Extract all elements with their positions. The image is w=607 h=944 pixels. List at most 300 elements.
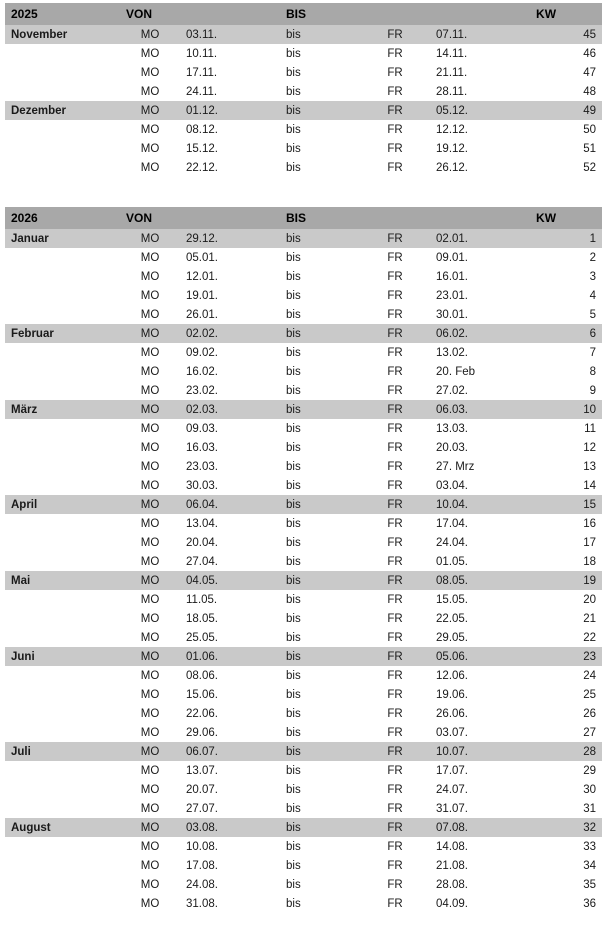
date-end-cell: 28.11. (430, 82, 530, 101)
month-cell: Februar (5, 324, 120, 343)
weekday-start-cell: MO (120, 666, 180, 685)
week-number-cell: 45 (530, 25, 602, 44)
week-number-cell: 47 (530, 63, 602, 82)
weekday-start-cell: MO (120, 229, 180, 248)
week-number-cell: 5 (530, 305, 602, 324)
weekday-end-cell: FR (360, 362, 430, 381)
table-row (5, 158, 602, 177)
weekday-start-cell: MO (120, 647, 180, 666)
table-row (5, 343, 602, 362)
table-row (5, 704, 602, 723)
weekday-end-cell: FR (360, 647, 430, 666)
table-row (5, 742, 602, 761)
weekday-end-cell: FR (360, 875, 430, 894)
bis-label-cell: bis (280, 267, 360, 286)
bis-label-cell: bis (280, 742, 360, 761)
month-cell: Juni (5, 647, 120, 666)
week-number-cell: 46 (530, 44, 602, 63)
table-row (5, 419, 602, 438)
month-cell: Dezember (5, 101, 120, 120)
table-row (5, 894, 602, 913)
date-start-cell: 06.04. (180, 495, 280, 514)
weekday-start-cell: MO (120, 799, 180, 818)
date-end-cell: 26.12. (430, 158, 530, 177)
month-cell: Januar (5, 229, 120, 248)
header-kw: KW (530, 207, 602, 229)
date-end-cell: 22.05. (430, 609, 530, 628)
week-number-cell: 25 (530, 685, 602, 704)
table-row (5, 837, 602, 856)
weekday-end-cell: FR (360, 666, 430, 685)
date-start-cell: 22.06. (180, 704, 280, 723)
weekday-start-cell: MO (120, 305, 180, 324)
bis-label-cell: bis (280, 229, 360, 248)
bis-label-cell: bis (280, 400, 360, 419)
weekday-start-cell: MO (120, 267, 180, 286)
weekday-start-cell: MO (120, 856, 180, 875)
weekday-start-cell: MO (120, 25, 180, 44)
month-cell (5, 723, 120, 742)
weekday-start-cell: MO (120, 818, 180, 837)
table-row (5, 590, 602, 609)
weekday-end-cell: FR (360, 44, 430, 63)
date-end-cell: 04.09. (430, 894, 530, 913)
weekday-start-cell: MO (120, 894, 180, 913)
date-start-cell: 13.04. (180, 514, 280, 533)
bis-label-cell: bis (280, 514, 360, 533)
header-kw: KW (530, 3, 602, 25)
weekday-start-cell: MO (120, 324, 180, 343)
bis-label-cell: bis (280, 101, 360, 120)
header-bis: BIS (280, 207, 430, 229)
weekday-end-cell: FR (360, 818, 430, 837)
weekday-end-cell: FR (360, 158, 430, 177)
weekday-start-cell: MO (120, 780, 180, 799)
week-number-cell: 15 (530, 495, 602, 514)
header-bis: BIS (280, 3, 430, 25)
date-end-cell: 31.07. (430, 799, 530, 818)
date-start-cell: 09.02. (180, 343, 280, 362)
date-end-cell: 20.03. (430, 438, 530, 457)
bis-label-cell: bis (280, 856, 360, 875)
table-row (5, 139, 602, 158)
date-start-cell: 27.04. (180, 552, 280, 571)
bis-label-cell: bis (280, 666, 360, 685)
table-row (5, 25, 602, 44)
weekday-start-cell: MO (120, 286, 180, 305)
table-row (5, 120, 602, 139)
table-row (5, 533, 602, 552)
bis-label-cell: bis (280, 362, 360, 381)
week-number-cell: 36 (530, 894, 602, 913)
bis-label-cell: bis (280, 552, 360, 571)
weekday-start-cell: MO (120, 837, 180, 856)
week-number-cell: 4 (530, 286, 602, 305)
date-end-cell: 10.04. (430, 495, 530, 514)
table-row (5, 381, 602, 400)
date-start-cell: 03.08. (180, 818, 280, 837)
table-row (5, 571, 602, 590)
date-end-cell: 08.05. (430, 571, 530, 590)
week-number-cell: 6 (530, 324, 602, 343)
date-start-cell: 08.06. (180, 666, 280, 685)
bis-label-cell: bis (280, 248, 360, 267)
weekday-end-cell: FR (360, 101, 430, 120)
date-end-cell: 02.01. (430, 229, 530, 248)
week-number-cell: 26 (530, 704, 602, 723)
weekday-end-cell: FR (360, 267, 430, 286)
month-cell (5, 894, 120, 913)
week-number-cell: 19 (530, 571, 602, 590)
week-number-cell: 18 (530, 552, 602, 571)
weekday-end-cell: FR (360, 894, 430, 913)
month-cell: Mai (5, 571, 120, 590)
date-start-cell: 29.06. (180, 723, 280, 742)
month-cell (5, 476, 120, 495)
weekday-start-cell: MO (120, 571, 180, 590)
weekday-end-cell: FR (360, 139, 430, 158)
header-year: 2026 (5, 207, 120, 229)
weekday-start-cell: MO (120, 120, 180, 139)
date-start-cell: 01.12. (180, 101, 280, 120)
weekday-end-cell: FR (360, 324, 430, 343)
date-start-cell: 20.07. (180, 780, 280, 799)
month-cell (5, 438, 120, 457)
weekday-start-cell: MO (120, 628, 180, 647)
week-number-cell: 10 (530, 400, 602, 419)
month-cell (5, 343, 120, 362)
month-cell (5, 63, 120, 82)
month-cell (5, 381, 120, 400)
bis-label-cell: bis (280, 723, 360, 742)
date-end-cell: 26.06. (430, 704, 530, 723)
weekday-start-cell: MO (120, 248, 180, 267)
weekday-start-cell: MO (120, 343, 180, 362)
date-start-cell: 15.06. (180, 685, 280, 704)
month-cell (5, 82, 120, 101)
weekday-start-cell: MO (120, 495, 180, 514)
bis-label-cell: bis (280, 590, 360, 609)
date-end-cell: 20. Feb (430, 362, 530, 381)
date-end-cell: 19.12. (430, 139, 530, 158)
date-end-cell: 19.06. (430, 685, 530, 704)
bis-label-cell: bis (280, 837, 360, 856)
month-cell (5, 533, 120, 552)
date-end-cell: 29.05. (430, 628, 530, 647)
week-number-cell: 52 (530, 158, 602, 177)
table-row (5, 438, 602, 457)
week-number-cell: 24 (530, 666, 602, 685)
month-cell (5, 552, 120, 571)
date-start-cell: 01.06. (180, 647, 280, 666)
date-end-cell: 06.02. (430, 324, 530, 343)
table-row (5, 324, 602, 343)
week-number-cell: 27 (530, 723, 602, 742)
date-start-cell: 25.05. (180, 628, 280, 647)
bis-label-cell: bis (280, 799, 360, 818)
week-number-cell: 35 (530, 875, 602, 894)
bis-label-cell: bis (280, 780, 360, 799)
week-number-cell: 13 (530, 457, 602, 476)
date-start-cell: 02.03. (180, 400, 280, 419)
weekday-start-cell: MO (120, 158, 180, 177)
table-row (5, 723, 602, 742)
table-row (5, 267, 602, 286)
date-start-cell: 09.03. (180, 419, 280, 438)
date-end-cell: 15.05. (430, 590, 530, 609)
date-start-cell: 23.03. (180, 457, 280, 476)
weekday-end-cell: FR (360, 419, 430, 438)
weekday-end-cell: FR (360, 229, 430, 248)
weekday-end-cell: FR (360, 685, 430, 704)
table-body-2026 (5, 229, 602, 913)
week-number-cell: 23 (530, 647, 602, 666)
date-end-cell: 06.03. (430, 400, 530, 419)
date-end-cell: 12.12. (430, 120, 530, 139)
month-cell (5, 685, 120, 704)
date-end-cell: 27.02. (430, 381, 530, 400)
bis-label-cell: bis (280, 381, 360, 400)
weekday-end-cell: FR (360, 742, 430, 761)
date-end-cell: 14.08. (430, 837, 530, 856)
weekday-end-cell: FR (360, 780, 430, 799)
month-cell: August (5, 818, 120, 837)
month-cell (5, 780, 120, 799)
month-cell (5, 856, 120, 875)
date-end-cell: 13.02. (430, 343, 530, 362)
month-cell (5, 837, 120, 856)
weekday-start-cell: MO (120, 704, 180, 723)
weekday-end-cell: FR (360, 476, 430, 495)
date-end-cell: 21.11. (430, 63, 530, 82)
table-row (5, 856, 602, 875)
weekday-start-cell: MO (120, 139, 180, 158)
week-number-cell: 21 (530, 609, 602, 628)
date-end-cell: 17.07. (430, 761, 530, 780)
bis-label-cell: bis (280, 305, 360, 324)
bis-label-cell: bis (280, 533, 360, 552)
bis-label-cell: bis (280, 609, 360, 628)
table-row (5, 647, 602, 666)
week-number-cell: 11 (530, 419, 602, 438)
month-cell (5, 590, 120, 609)
bis-label-cell: bis (280, 438, 360, 457)
date-start-cell: 29.12. (180, 229, 280, 248)
date-end-cell: 12.06. (430, 666, 530, 685)
bis-label-cell: bis (280, 628, 360, 647)
month-cell (5, 457, 120, 476)
bis-label-cell: bis (280, 704, 360, 723)
date-end-cell: 16.01. (430, 267, 530, 286)
table-row (5, 362, 602, 381)
table-gap (0, 177, 607, 207)
date-end-cell: 21.08. (430, 856, 530, 875)
weekday-start-cell: MO (120, 685, 180, 704)
date-start-cell: 24.11. (180, 82, 280, 101)
header-spacer (430, 3, 530, 25)
weekday-end-cell: FR (360, 514, 430, 533)
week-number-cell: 14 (530, 476, 602, 495)
date-start-cell: 19.01. (180, 286, 280, 305)
month-cell (5, 514, 120, 533)
bis-label-cell: bis (280, 476, 360, 495)
date-start-cell: 27.07. (180, 799, 280, 818)
bis-label-cell: bis (280, 419, 360, 438)
date-start-cell: 10.08. (180, 837, 280, 856)
date-start-cell: 22.12. (180, 158, 280, 177)
date-start-cell: 26.01. (180, 305, 280, 324)
weekday-end-cell: FR (360, 248, 430, 267)
date-start-cell: 16.02. (180, 362, 280, 381)
date-start-cell: 08.12. (180, 120, 280, 139)
week-number-cell: 2 (530, 248, 602, 267)
table-row (5, 685, 602, 704)
bis-label-cell: bis (280, 571, 360, 590)
bis-label-cell: bis (280, 120, 360, 139)
date-end-cell: 03.07. (430, 723, 530, 742)
calendar-table-2025 (5, 3, 602, 177)
table-row (5, 552, 602, 571)
month-cell (5, 305, 120, 324)
month-cell (5, 120, 120, 139)
date-start-cell: 15.12. (180, 139, 280, 158)
header-row (5, 207, 602, 229)
date-start-cell: 12.01. (180, 267, 280, 286)
table-row (5, 495, 602, 514)
weekday-end-cell: FR (360, 495, 430, 514)
date-start-cell: 31.08. (180, 894, 280, 913)
month-cell (5, 875, 120, 894)
week-number-cell: 3 (530, 267, 602, 286)
date-end-cell: 07.08. (430, 818, 530, 837)
date-start-cell: 13.07. (180, 761, 280, 780)
week-number-cell: 17 (530, 533, 602, 552)
month-cell (5, 419, 120, 438)
table-body-2025 (5, 25, 602, 177)
week-number-cell: 49 (530, 101, 602, 120)
weekday-start-cell: MO (120, 875, 180, 894)
weekday-start-cell: MO (120, 761, 180, 780)
bis-label-cell: bis (280, 286, 360, 305)
date-start-cell: 06.07. (180, 742, 280, 761)
month-cell: April (5, 495, 120, 514)
bis-label-cell: bis (280, 139, 360, 158)
table-row (5, 628, 602, 647)
week-number-cell: 9 (530, 381, 602, 400)
table-row (5, 875, 602, 894)
date-end-cell: 05.06. (430, 647, 530, 666)
weekday-start-cell: MO (120, 400, 180, 419)
month-cell (5, 666, 120, 685)
table-row (5, 305, 602, 324)
week-number-cell: 22 (530, 628, 602, 647)
weekday-start-cell: MO (120, 63, 180, 82)
header-year: 2025 (5, 3, 120, 25)
week-number-cell: 28 (530, 742, 602, 761)
header-row (5, 3, 602, 25)
weekday-start-cell: MO (120, 590, 180, 609)
table-row (5, 476, 602, 495)
month-cell (5, 286, 120, 305)
bis-label-cell: bis (280, 324, 360, 343)
week-number-cell: 31 (530, 799, 602, 818)
date-end-cell: 17.04. (430, 514, 530, 533)
weekday-start-cell: MO (120, 514, 180, 533)
weekday-end-cell: FR (360, 856, 430, 875)
bis-label-cell: bis (280, 818, 360, 837)
weekday-start-cell: MO (120, 476, 180, 495)
week-number-cell: 8 (530, 362, 602, 381)
bis-label-cell: bis (280, 25, 360, 44)
month-cell (5, 609, 120, 628)
weekday-end-cell: FR (360, 628, 430, 647)
date-end-cell: 05.12. (430, 101, 530, 120)
table-row (5, 400, 602, 419)
weekday-end-cell: FR (360, 381, 430, 400)
month-cell (5, 158, 120, 177)
weekday-start-cell: MO (120, 381, 180, 400)
weekday-end-cell: FR (360, 799, 430, 818)
date-end-cell: 14.11. (430, 44, 530, 63)
bis-label-cell: bis (280, 457, 360, 476)
week-number-cell: 33 (530, 837, 602, 856)
header-spacer (430, 207, 530, 229)
header-von: VON (120, 3, 280, 25)
weekday-start-cell: MO (120, 609, 180, 628)
date-start-cell: 23.02. (180, 381, 280, 400)
date-start-cell: 20.04. (180, 533, 280, 552)
bis-label-cell: bis (280, 158, 360, 177)
weekday-end-cell: FR (360, 305, 430, 324)
weekday-end-cell: FR (360, 25, 430, 44)
bis-label-cell: bis (280, 647, 360, 666)
bis-label-cell: bis (280, 875, 360, 894)
month-cell (5, 248, 120, 267)
month-cell (5, 704, 120, 723)
table-row (5, 780, 602, 799)
date-end-cell: 24.04. (430, 533, 530, 552)
month-cell (5, 799, 120, 818)
weekday-end-cell: FR (360, 571, 430, 590)
table-row (5, 82, 602, 101)
weekday-end-cell: FR (360, 761, 430, 780)
table-row (5, 514, 602, 533)
date-start-cell: 30.03. (180, 476, 280, 495)
table-header-2025 (5, 3, 602, 25)
weekday-end-cell: FR (360, 609, 430, 628)
date-end-cell: 10.07. (430, 742, 530, 761)
week-number-cell: 16 (530, 514, 602, 533)
weekday-end-cell: FR (360, 82, 430, 101)
weekday-end-cell: FR (360, 837, 430, 856)
weekday-end-cell: FR (360, 400, 430, 419)
weekday-end-cell: FR (360, 590, 430, 609)
calendar-table-2026 (5, 207, 602, 913)
date-start-cell: 24.08. (180, 875, 280, 894)
date-end-cell: 13.03. (430, 419, 530, 438)
month-cell: Juli (5, 742, 120, 761)
week-number-cell: 34 (530, 856, 602, 875)
weekday-start-cell: MO (120, 362, 180, 381)
weekday-start-cell: MO (120, 44, 180, 63)
date-start-cell: 10.11. (180, 44, 280, 63)
table-row (5, 818, 602, 837)
bis-label-cell: bis (280, 894, 360, 913)
month-cell (5, 267, 120, 286)
date-end-cell: 23.01. (430, 286, 530, 305)
date-start-cell: 17.11. (180, 63, 280, 82)
month-cell (5, 628, 120, 647)
